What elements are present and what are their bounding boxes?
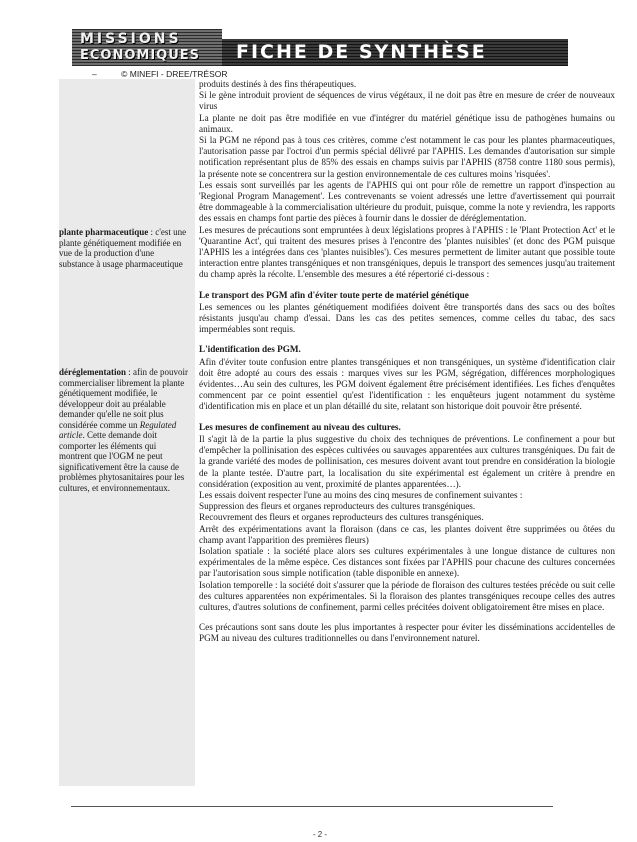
- confinement-paragraph: Les essais doivent respecter l'une au moins des cinq mesures de confinement suivantes :: [199, 489, 523, 500]
- source-line: [92, 69, 228, 79]
- section-heading-transport: Le transport des PGM afin d'éviter toute perte de matériel génétique: [199, 289, 469, 300]
- doc-type-banner: [222, 39, 568, 66]
- section-heading-identification: L'identification des PGM.: [199, 344, 301, 355]
- confinement-measure: Isolation spatiale : la société place alors ses cultures expérimentales à une longue distance de cultures non expérimentales de la même espèce. Ces distances sont fixées par l'APHIS pour chacune des cultures concernées par l'autorisation sous simple notification (table disponible en annexe).: [199, 545, 615, 579]
- confinement-measure: Arrêt des expérimentations avant la floraison (dans ce cas, les plantes doivent être supprimées ou ôtées du champ avant l'apparition des premières fleurs): [199, 523, 615, 545]
- definition-italic-term: Regulated article: [59, 419, 177, 440]
- definition-text-end: . Cette demande doit comporter les éléments qui montrent que l'OGM ne peut significativement être la cause de problèmes phytosanitaires pour les cultures, et environnementaux.: [59, 430, 185, 493]
- source-dash: –: [92, 69, 97, 79]
- logo-line-2: ECONOMIQUES: [80, 48, 201, 63]
- page-number: - 2 -: [312, 830, 328, 839]
- definition-plante-pharmaceutique: [59, 227, 189, 269]
- body-paragraph: Si la PGM ne répond pas à tous ces critères, comme c'est notamment le cas pour les plantes pharmaceutiques, l'autorisation passe par l'octroi d'un permis spécial délivré par l'APHIS. Les demandes d'autorisation sur simple notification représentant plus de 85% des essais en champs suivis par l'APHIS (8758 contre 1180 sous permis), la présente note se concentrera sur la gestion environnementale de ces cultures moins 'risquées'.: [199, 135, 615, 179]
- definition-text: : afin de pouvoir commercialiser librement la plante génétiquement modifiée, le développeur doit au préalable demander qu'elle ne soit plus considérée comme un: [59, 367, 188, 430]
- footer-rule: [71, 806, 553, 807]
- confinement-measure: Recouvrement des fleurs et organes reproducteurs des cultures transgéniques.: [199, 512, 484, 523]
- main-body: [199, 79, 615, 645]
- body-paragraph: Les essais sont surveillés par les agents de l'APHIS qui ont pour rôle de remettre un rapport d'inspection au 'Regional Program Management'. Les contrevenants se voient adressés une lettre d'avertissement qui pourrait être dommageable à la commercialisation ultérieure du produit, puisque, comme la note y reviendra, les rapports des essais en champs font partie des pièces à fournir dans le dossier de déréglementation.: [199, 179, 615, 224]
- missions-economiques-logo: [72, 29, 222, 66]
- body-paragraph: produits destinés à des fins thérapeutiques.: [199, 79, 357, 89]
- definition-text: : c'est une plante génétiquement modifiée en vue de la production d'une substance à usage pharmaceutique: [59, 227, 187, 269]
- definition-term: plante pharmaceutique: [59, 227, 149, 237]
- confinement-paragraph: Il s'agit là de la partie la plus suggestive du choix des techniques de préventions. Le confinement a pour but d'empêcher la pollinisation des espèces cultivées ou sauvages apparentées aux cultures transgéniques. Du fait de la grande variété des modes de pollinisation, ces mesures doivent avant tout prendre en considération la biologie de la plante testée. D'autre part, la localisation du site expérimental est également un critère à prendre en considération (exposition au vent, proximité de plantes apparentées…).: [199, 433, 615, 489]
- body-paragraph: Les mesures de précautions sont empruntées à deux législations propres à l'APHIS : le 'Plant Protection Act' et le 'Quarantine Act', qui traitent des mesures prises à l'encontre des 'plantes nuisibles' (et donc des PGM puisque l'APHIS les a intégrées dans ces 'plantes nuisibles'). Ces mesures permettent de limiter autant que possible toute interaction entre plantes transgéniques et non transgéniques, depuis le transport des semences jusqu'au traitement du champ après la récolte. L'ensemble des mesures a été répertorié ci-dessous :: [199, 224, 615, 280]
- doc-type-title: FICHE DE SYNTHÈSE: [236, 41, 487, 63]
- confinement-measure: Suppression des fleurs et organes reproducteurs des cultures transgéniques.: [199, 501, 476, 512]
- logo-line-1: MISSIONS: [80, 31, 182, 47]
- source-credit: © MINEFI - DREE/TRÉSOR: [121, 69, 228, 79]
- confinement-measure: Isolation temporelle : la société doit s'assurer que la période de floraison des cultures testées précède ou suit celle des cultures apparentées non expérimentales. Si la floraison des plantes transgéniques recoupe celles des autres cultures, d'autres solutions de confinement, parmi celles précitées doivent obligatoirement être mises en place.: [199, 579, 615, 612]
- glossary-sidebar: [59, 79, 195, 786]
- body-paragraph: Si le gène introduit provient de séquences de virus végétaux, il ne doit pas être en mesure de créer de nouveaux virus: [199, 90, 615, 112]
- body-paragraph: La plante ne doit pas être modifiée en vue d'intégrer du matériel génétique issu de pathogènes humains ou animaux.: [199, 112, 615, 134]
- section-heading-confinement: Les mesures de confinement au niveau des cultures.: [199, 421, 401, 432]
- section-text-transport: Les semences ou les plantes génétiquement modifiées doivent être transportés dans des sacs ou des boîtes résistants jusqu'au champ d'essai. Dans les cas des petites semences, comme celles du tabac, des sacs imperméables sont requis.: [199, 301, 615, 335]
- section-text-identification: Afin d'éviter toute confusion entre plantes transgéniques et non transgéniques, un système d'identification clair doit être adopté au cours des essais : marques vives sur les PGM, ségrégation, différences morphologiques évidentes…Au sein des cultures, les PGM doivent également être précisément identifiées. Les fiches d'enquêtes commencent par ce point essentiel qu'est l'identification : les enquêteurs jugent notamment du système d'identification mis en place et un plan détaillé du site, relatant son historique doit pouvoir être présenté.: [199, 356, 615, 412]
- definition-dereglementation: [59, 367, 189, 493]
- spacer: [199, 613, 615, 622]
- definition-term: déréglementation: [59, 367, 126, 377]
- closing-paragraph: Ces précautions sont sans doute les plus importantes à respecter pour éviter les disséminations accidentelles de PGM au niveau des cultures traditionnelles ou dans l'environnement naturel.: [199, 622, 615, 644]
